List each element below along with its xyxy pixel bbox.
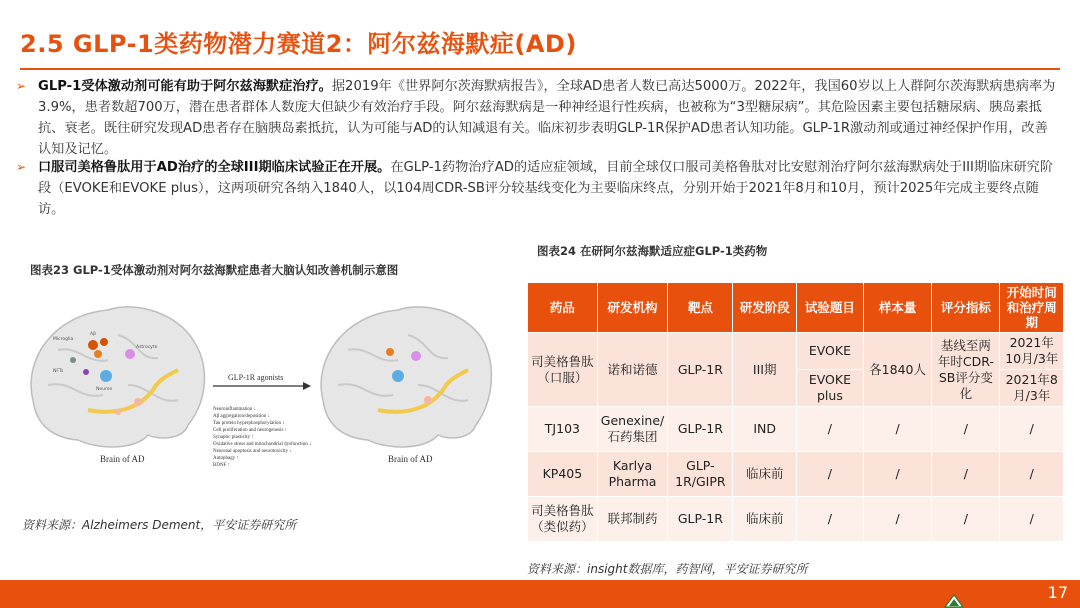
bullet-2-lead: 口服司美格鲁肽用于AD治疗的全球III期临床试验正在开展。 xyxy=(38,160,391,175)
company-logo-icon xyxy=(944,594,964,608)
label-nfts: NFTs xyxy=(53,369,64,374)
effect-item: BDNF ↑ xyxy=(213,463,231,468)
cell-start: / xyxy=(1000,407,1064,452)
table-row xyxy=(528,407,1064,452)
cell-drug: 司美格鲁肽（口服） xyxy=(528,333,598,407)
bullet-2 xyxy=(16,157,1058,220)
effect-item: Neuroinflammation ↓ xyxy=(213,407,257,412)
table-row xyxy=(528,497,1064,542)
col-header-score: 评分指标 xyxy=(932,283,1000,333)
mechanism-figure xyxy=(18,290,498,500)
col-header-drug: 药品 xyxy=(528,283,598,333)
page-title: 2.5 GLP-1类药物潜力赛道2：阿尔兹海默症(AD) xyxy=(20,30,577,58)
cell-score: / xyxy=(932,452,1000,497)
right-brain-label: Brain of AD xyxy=(388,454,433,464)
cell-trial: EVOKE plus xyxy=(796,370,863,407)
title-divider xyxy=(20,68,1060,70)
effect-item: Cell proliferation and neurogenesis ↑ xyxy=(213,428,288,433)
drug-pipeline-table xyxy=(527,282,1064,542)
cell-org: 诺和诺德 xyxy=(597,333,667,407)
cell-org: Karlya Pharma xyxy=(597,452,667,497)
bullet-1 xyxy=(16,76,1058,160)
brain-diagram xyxy=(18,290,498,500)
cell-score: / xyxy=(932,497,1000,542)
bullet-2-body: 在GLP-1药物治疗AD的适应症领域，目前全球仅口服司美格鲁肽对比安慰剂治疗阿尔兹海默病处于III期临床研究阶段（EVOKE和EVOKE plus），这两项研究各纳入1840人，以104周CDR-SB评分较基线变化为主要临床终点，分别开始于2021年8月和10月，预计2025年完成主要终点随访。 xyxy=(38,160,1054,217)
cell-drug: 司美格鲁肽（类似药） xyxy=(528,497,598,542)
bullet-arrow-icon: ➢ xyxy=(16,160,27,174)
cell-drug: KP405 xyxy=(528,452,598,497)
col-header-target: 靶点 xyxy=(668,283,733,333)
effect-item: Aβ aggregation/deposition ↓ xyxy=(213,414,270,419)
label-neuron: Neuron xyxy=(96,387,113,392)
cell-sample: / xyxy=(863,452,931,497)
table24-caption: 图表24 在研阿尔兹海默适应症GLP-1类药物 xyxy=(537,244,768,258)
label-microglia: Microglia xyxy=(53,337,74,342)
left-brain-icon xyxy=(31,307,204,447)
col-header-start: 开始时间和治疗周期 xyxy=(1000,283,1064,333)
cell-target: GLP-1R xyxy=(668,407,733,452)
figure23-caption: 图表23 GLP-1受体激动剂对阿尔兹海默症患者大脑认知改善机制示意图 xyxy=(30,263,399,277)
bullet-1-lead: GLP-1受体激动剂可能有助于阿尔兹海默症治疗。 xyxy=(38,79,332,94)
effect-item: Autophagy ↑ xyxy=(213,456,239,461)
cell-start: / xyxy=(1000,497,1064,542)
effect-item: Oxidative stress and mitochondrial dysfunction ↓ xyxy=(213,442,312,447)
col-header-trial: 试验题目 xyxy=(796,283,863,333)
cell-drug: TJ103 xyxy=(528,407,598,452)
cell-target: GLP-1R xyxy=(668,333,733,407)
left-brain-label: Brain of AD xyxy=(100,454,145,464)
effects-list xyxy=(213,407,311,468)
table-row xyxy=(528,452,1064,497)
cell-org: Genexine/石药集团 xyxy=(597,407,667,452)
bullet-1-body: 据2019年《世界阿尔茨海默病报告》，全球AD患者人数已高达5000万。2022年，我国60岁以上人群阿尔茨海默病患病率为3.9%，患者数超700万，潜在患者群体人数庞大但缺少有效治疗手段。阿尔兹海默病是一种神经退行性疾病，也被称为“3型糖尿病”。其危险因素主要包括糖尿病、胰岛素抵抗、衰老。既往研究发现AD患者存在脑胰岛素抵抗，认为可能与AD的认知减退有关。临床初步表明GLP-1R保护AD患者认知功能。GLP-1R激动剂或通过神经保护作用，改善认知及记忆。 xyxy=(38,79,1056,157)
cell-sample: / xyxy=(863,407,931,452)
cell-trial: EVOKE xyxy=(796,333,863,370)
cell-score: / xyxy=(932,407,1000,452)
cell-trial: / xyxy=(796,452,863,497)
table24-source: 资料来源：insight数据库，药智网，平安证券研究所 xyxy=(527,562,808,576)
col-header-org: 研发机构 xyxy=(597,283,667,333)
arrow-label: GLP-1R agonists xyxy=(228,373,284,382)
col-header-sample: 样本量 xyxy=(863,283,931,333)
cell-score: 基线至两年时CDR-SB评分变化 xyxy=(932,333,1000,407)
effect-item: Synaptic plasticity ↑ xyxy=(213,435,254,440)
effect-item: Tau protein hyperphosphorylation ↓ xyxy=(213,421,285,426)
bullet-arrow-icon: ➢ xyxy=(16,79,27,93)
cell-stage: IND xyxy=(733,407,796,452)
figure23-source: 资料来源：Alzheimers Dement，平安证券研究所 xyxy=(22,518,297,532)
cell-trial: / xyxy=(796,407,863,452)
arrow-head-icon xyxy=(303,382,311,390)
cell-org: 联邦制药 xyxy=(597,497,667,542)
cell-start: 2021年8月/3年 xyxy=(1000,370,1064,407)
label-astrocyte: Astrocyte xyxy=(136,345,158,350)
cell-sample: / xyxy=(863,497,931,542)
table-header-row xyxy=(528,283,1064,333)
cell-start: 2021年10月/3年 xyxy=(1000,333,1064,370)
effect-item: Neuronal apoptosis and neurotoxicity ↓ xyxy=(213,449,292,454)
cell-target: GLP-1R xyxy=(668,497,733,542)
cell-sample: 各1840人 xyxy=(863,333,931,407)
cell-start: / xyxy=(1000,452,1064,497)
cell-stage: III期 xyxy=(733,333,796,407)
right-brain-icon xyxy=(321,307,491,447)
cell-stage: 临床前 xyxy=(733,497,796,542)
cell-stage: 临床前 xyxy=(733,452,796,497)
cell-trial: / xyxy=(796,497,863,542)
table-row xyxy=(528,333,1064,370)
col-header-stage: 研发阶段 xyxy=(733,283,796,333)
label-abeta: Aβ xyxy=(90,332,96,337)
page-number: 17 xyxy=(1047,583,1068,602)
footer-bar xyxy=(0,580,1080,608)
cell-target: GLP-1R/GIPR xyxy=(668,452,733,497)
